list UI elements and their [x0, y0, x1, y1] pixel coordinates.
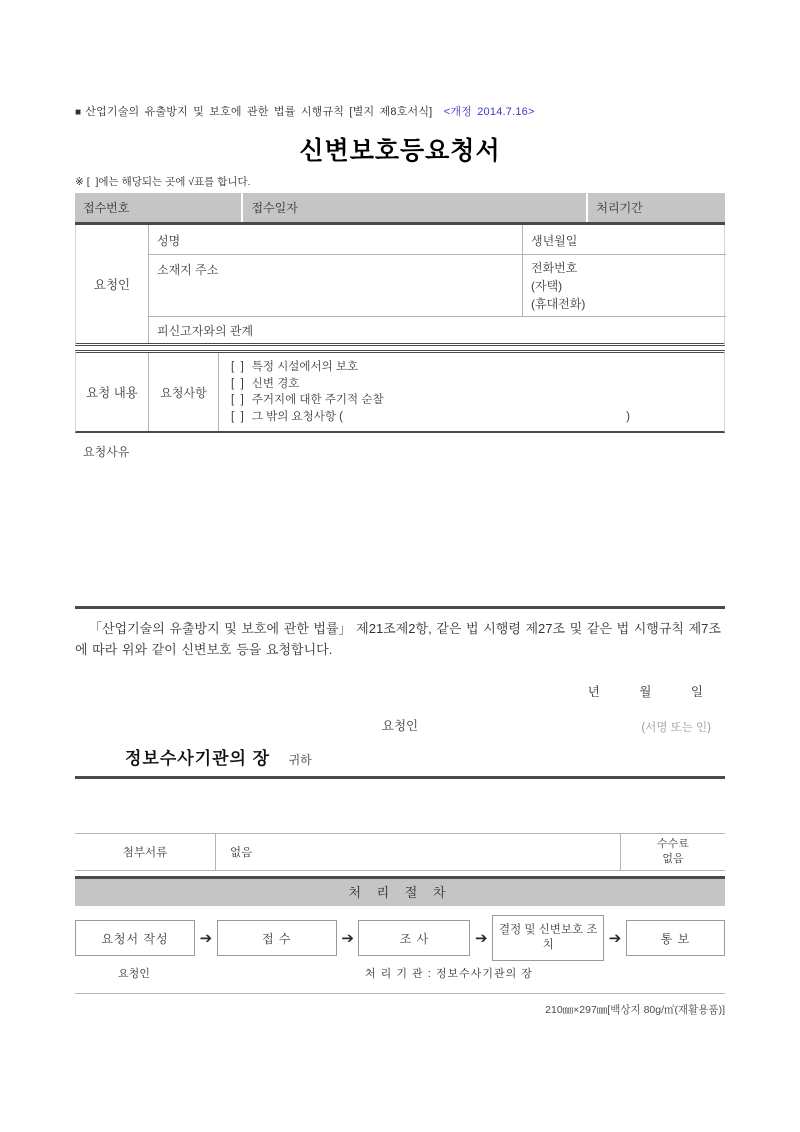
recipient-line — [75, 744, 725, 769]
section-divider — [75, 606, 725, 609]
legal-basis-notice — [75, 103, 725, 119]
requester-section-label: 요청인 — [76, 225, 149, 343]
processing-period-label: 처리기간 — [588, 193, 725, 222]
arrow-right-icon: ➔ — [475, 930, 488, 947]
step1-actor-note: 요청인 — [118, 968, 150, 980]
attachment-row — [75, 833, 725, 871]
revision-date: <개정 2014.7.16> — [443, 106, 535, 118]
checkbox-brackets: [ ] — [231, 394, 244, 406]
fee-cell — [620, 834, 725, 870]
reason-label: 요청사유 — [83, 445, 130, 459]
option-facility-protection — [231, 359, 726, 376]
paper-spec-note: 210㎜×297㎜[백상지 80g/㎡(재활용품)] — [545, 1004, 725, 1016]
phone-home-label: (자택) — [531, 279, 563, 293]
fee-label: 수수료 — [657, 838, 689, 850]
processing-agency-note: 처 리 기 관 : 정보수사기관의 장 — [365, 968, 533, 980]
year-label: 년 — [587, 685, 600, 699]
signature-or-seal-note: (서명 또는 인) — [641, 722, 711, 734]
day-label: 일 — [690, 685, 703, 699]
step-receive: 접 수 — [217, 920, 337, 956]
notice-text: 산업기술의 유출방지 및 보호에 관한 법률 시행규칙 [별지 제8호서식] — [85, 106, 433, 118]
month-label: 월 — [639, 685, 652, 699]
attachment-label: 첨부서류 — [75, 834, 216, 870]
address-label: 소재지 주소 — [149, 255, 523, 317]
arrow-right-icon: ➔ — [608, 930, 622, 947]
black-square-icon: ■ — [75, 107, 82, 118]
option-other — [231, 409, 726, 426]
phone-mobile-label: (휴대전화) — [531, 297, 586, 311]
option-label: 특정 시설에서의 보호 — [251, 361, 359, 373]
footer-divider — [75, 993, 725, 994]
declaration-paragraph: 「산업기술의 유출방지 및 보호에 관한 법률」 제21조제2항, 같은 법 시행령 제27조 및 같은 법 시행규칙 제7조에 따라 위와 같이 신변보호 등을 요청합니다. — [75, 621, 721, 657]
recipient-honorific: 귀하 — [288, 753, 312, 767]
name-label: 성명 — [149, 225, 523, 255]
signature-row — [75, 716, 725, 734]
request-content-table — [75, 350, 725, 433]
date-line — [75, 682, 725, 700]
recipient-agency: 정보수사기관의 장 — [125, 749, 271, 768]
form-title: 신변보호등요청서 — [299, 137, 501, 165]
option-label: 그 밖의 요청사항 ( — [251, 410, 343, 423]
process-flow-notes — [75, 965, 725, 981]
step-investigate: 조 사 — [358, 920, 470, 956]
option-periodic-patrol — [231, 392, 726, 409]
fee-value: 없음 — [662, 853, 684, 865]
checkbox-brackets: [ ] — [231, 361, 244, 373]
option-label: 신변 경호 — [251, 377, 300, 390]
option-personal-escort — [231, 376, 726, 393]
phone-cell — [523, 255, 726, 317]
requester-table — [75, 225, 725, 346]
request-options-list — [219, 353, 726, 431]
arrow-right-icon: ➔ — [341, 930, 354, 947]
step-write-request: 요청서 작성 — [75, 920, 195, 956]
step-notify: 통 보 — [626, 920, 725, 956]
receipt-date-label: 접수일자 — [243, 193, 586, 222]
reception-header-row — [75, 193, 725, 225]
process-banner: 처 리 절 차 — [75, 876, 725, 906]
form-content — [75, 0, 725, 1017]
signature-requester-label: 요청인 — [381, 719, 419, 733]
checkmark-instruction: ※ [ ]에는 해당되는 곳에 √표를 합니다. — [75, 176, 251, 188]
receipt-number-label: 접수번호 — [75, 193, 241, 222]
relation-label: 피신고자와의 관계 — [157, 324, 254, 338]
section-divider — [75, 776, 725, 779]
checkbox-brackets: [ ] — [231, 410, 244, 423]
attachment-value: 없음 — [230, 847, 253, 859]
process-flow — [75, 915, 725, 961]
phone-label: 전화번호 — [531, 261, 578, 275]
arrow-right-icon: ➔ — [199, 930, 213, 947]
request-section-label: 요청 내용 — [76, 353, 149, 431]
option-label: 주거지에 대한 주기적 순찰 — [251, 394, 384, 406]
birthdate-label: 생년월일 — [523, 225, 726, 255]
checkbox-brackets: [ ] — [231, 377, 244, 390]
step-decide-protect: 결정 및 신변보호 조치 — [492, 915, 604, 961]
closing-paren: ) — [626, 410, 630, 423]
request-items-label: 요청사항 — [149, 353, 219, 431]
